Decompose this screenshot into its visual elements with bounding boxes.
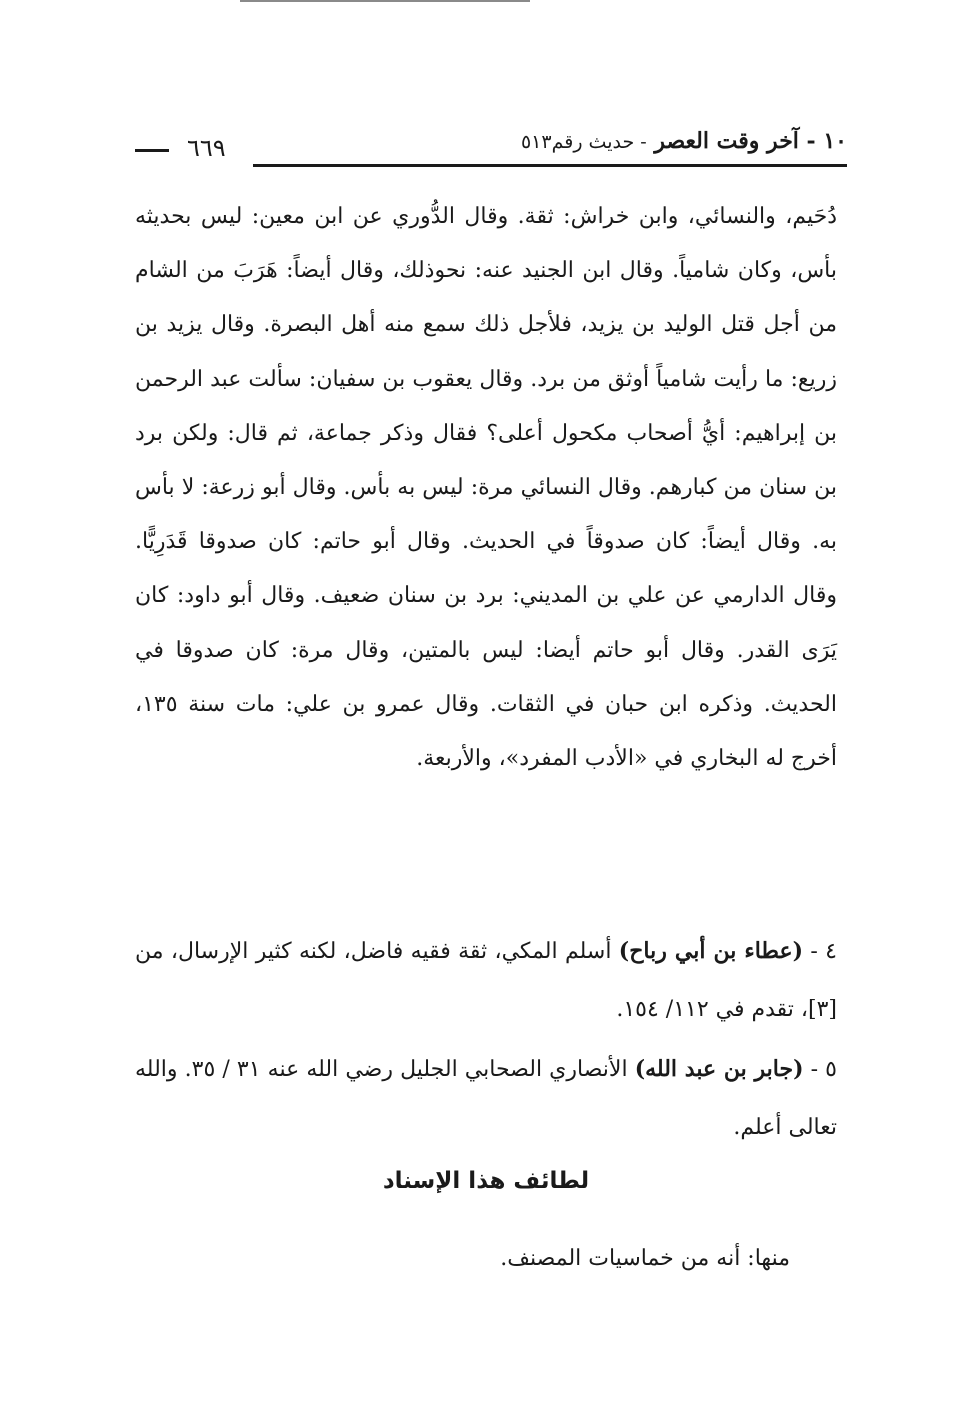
narrator-entry-5: [135, 1040, 837, 1157]
entry-text: أسلم المكي، ثقة فقيه فاضل، لكنه كثير الإرسال، من [٣]، تقدم في ١١٢/ ١٥٤.: [135, 939, 837, 1022]
running-header: [135, 128, 847, 172]
header-title: [521, 128, 847, 154]
entry-number: ٤ -: [810, 939, 837, 964]
header-hadith-number: - حديث رقم٥١٣: [520, 131, 647, 153]
entry-number: ٥ -: [810, 1057, 837, 1082]
narrator-name: (جابر بن عبد الله): [634, 1056, 804, 1082]
narrator-entry-4: [135, 922, 837, 1039]
page-number: ٦٦٩: [187, 134, 226, 162]
header-chapter: ١٠ - آخر وقت العصر: [654, 128, 847, 154]
narrator-paragraph: دُحَيم، والنسائي، وابن خراش: ثقة. وقال الدُّوري عن ابن معين: ليس بحديثه بأس، وكان شامياً. وقال ابن الجنيد عنه: نحوذلك، وقال أيضاً: هَرَبَ من الشام من أجل قتل الوليد بن يزيد، فلأجل ذلك سمع منه أهل البصرة. وقال يزيد بن زريع: ما رأيت شامياً أوثق من برد. وقال يعقوب بن سفيان: سألت عبد الرحمن بن إبراهيم: أيُّ أصحاب مكحول أعلى؟ فقال وذكر جماعة، ثم قال: ولكن برد بن سنان من كبارهم. وقال النسائي مرة: ليس به بأس. وقال أبو زرعة: لا بأس به. وقال أيضاً: كان صدوقاً في الحديث. وقال أبو حاتم: كان صدوقا قَدَرِيًّا. وقال الدارمي عن علي بن المديني: برد بن سنان ضعيف. وقال أبو داود: كان يَرَى القدر. وقال أبو حاتم أيضا: ليس بالمتين، وقال مرة: كان صدوقا في الحديث. وذكره ابن حبان في الثقات. وقال عمرو بن علي: مات سنة ١٣٥، أخرج له البخاري في «الأدب المفرد»، والأربعة.: [135, 204, 837, 772]
section-heading: لطائف هذا الإسناد: [382, 1168, 590, 1194]
top-edge-rule: [240, 0, 530, 2]
main-text: [135, 190, 837, 786]
section-line: منها: أنه من خماسيات المصنف.: [500, 1246, 790, 1271]
entry-text: الأنصاري الصحابي الجليل رضي الله عنه ٣١ / ٣٥. والله تعالى أعلم.: [135, 1057, 837, 1140]
header-rule: [253, 164, 847, 167]
narrator-name: (عطاء بن أبي رباح): [618, 938, 803, 964]
page-number-dash: [135, 149, 169, 152]
